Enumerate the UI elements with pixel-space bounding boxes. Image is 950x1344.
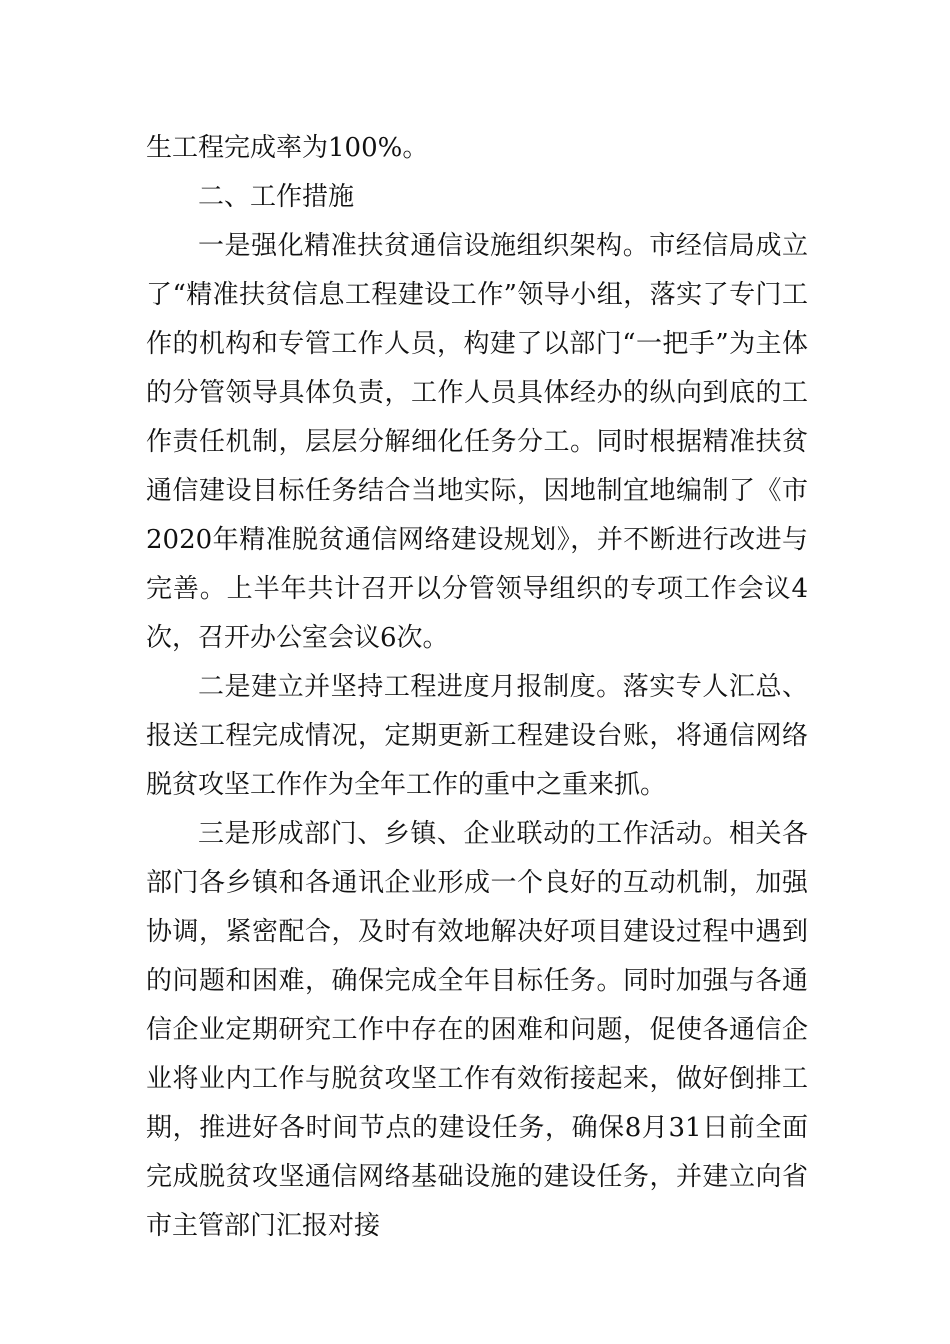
section-heading: 二、工作措施 [198,182,355,212]
paragraph-measure-one: 一是强化精准扶贫通信设施组织架构。市经信局成立了“精准扶贫信息工程建设工作”领导小组，落实了专门工作的机构和专管工作人员，构建了以部门“一把手”为主体的分管领导具体负责，工作人员具体经办的纵向到底的工作责任机制，层层分解细化任务分工。同时根据精准扶贫通信建设目标任务结合当地实际，因地制宜地编制了《市2020年精准脱贫通信网络建设规划》，并不断进行改进与完善。上半年共计召开以分管领导组织的专项工作会议4次，召开办公室会议6次。 [146,231,808,653]
paragraph-continuation: 生工程完成率为100%。 [146,133,429,163]
paragraph-measure-two: 二是建立并坚持工程进度月报制度。落实专人汇总、报送工程完成情况，定期更新工程建设台账，将通信网络脱贫攻坚工作作为全年工作的重中之重来抓。 [146,672,808,800]
document-body [146,124,808,1251]
paragraph-measure-three: 三是形成部门、乡镇、企业联动的工作活动。相关各部门各乡镇和各通讯企业形成一个良好的互动机制，加强协调，紧密配合，及时有效地解决好项目建设过程中遇到的问题和困难，确保完成全年目标任务。同时加强与各通信企业定期研究工作中存在的困难和问题，促使各通信企业将业内工作与脱贫攻坚工作有效衔接起来，做好倒排工期，推进好各时间节点的建设任务，确保8月31日前全面完成脱贫攻坚通信网络基础设施的建设任务，并建立向省市主管部门汇报对接 [146,819,808,1241]
